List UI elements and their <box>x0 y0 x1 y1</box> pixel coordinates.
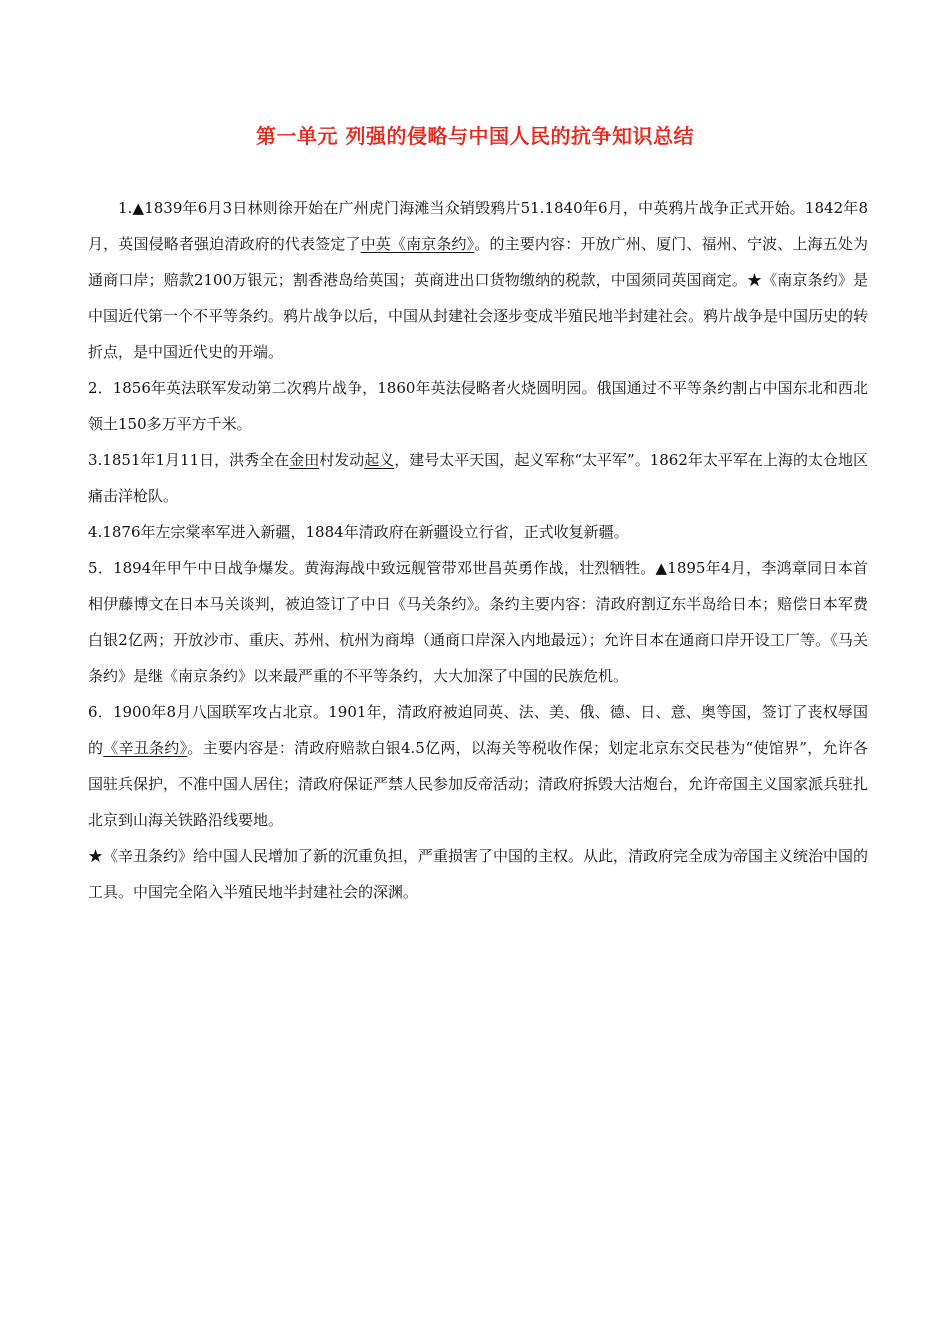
paragraph-p7 <box>88 838 868 910</box>
paragraph-p2 <box>88 370 868 442</box>
paragraph-text: 1.▲1839年6月3日林则徐开始在广州虎门海滩当众销毁鸦片51.1840年6月，中英鸦片战争正式开始。1842年8月，英国侵略者强迫清政府的代表签定了 <box>88 199 868 253</box>
underlined-term: 金田 <box>289 451 320 469</box>
paragraph-text: 6．1900年8月八国联军攻占北京。1901年，清政府被迫同英、法、美、俄、德、日、意、奥等国，签订了丧权辱国的 <box>88 703 868 757</box>
paragraph-p5 <box>88 550 868 694</box>
document-body <box>88 190 868 910</box>
paragraph-p3 <box>88 442 868 514</box>
underlined-term: 起义 <box>364 451 395 469</box>
paragraph-text: 村发动 <box>319 451 365 469</box>
page-title: 第一单元 列强的侵略与中国人民的抗争知识总结 <box>256 124 694 148</box>
paragraph-text: 3.1851年1月11日，洪秀全在 <box>88 451 290 469</box>
paragraph-text: 2．1856年英法联军发动第二次鸦片战争，1860年英法侵略者火烧圆明园。俄国通过不平等条约割占中国东北和西北领土150多万平方千米。 <box>88 379 868 433</box>
paragraph-p1 <box>88 190 868 370</box>
paragraph-text: 5．1894年甲午中日战争爆发。黄海海战中致远舰管带邓世昌英勇作战，壮烈牺牲。▲1895年4月，李鸿章同日本首相伊藤博文在日本马关谈判，被迫签订了中日《马关条约》。条约主要内容：清政府割辽东半岛给日本；赔偿日本军费白银2亿两；开放沙市、重庆、苏州、杭州为商埠（通商口岸深入内地最远）；允许日本在通商口岸开设工厂等。《马关条约》是继《南京条约》以来最严重的不平等条约，大大加深了中国的民族危机。 <box>88 559 868 685</box>
paragraph-text: 。主要内容是：清政府赔款白银4.5亿两，以海关等税收作保；划定北京东交民巷为“使馆界”，允许各国驻兵保护，不准中国人居住；清政府保证严禁人民参加反帝活动；清政府拆毁大沽炮台，允许帝国主义国家派兵驻扎北京到山海关铁路沿线要地。 <box>88 739 869 829</box>
paragraph-text: ★《辛丑条约》给中国人民增加了新的沉重负担，严重损害了中国的主权。从此，清政府完全成为帝国主义统治中国的工具。中国完全陷入半殖民地半封建社会的深渊。 <box>88 847 869 901</box>
paragraph-p4 <box>88 514 868 550</box>
underlined-term: 《辛丑条约》 <box>103 739 188 757</box>
paragraph-p6 <box>88 694 868 838</box>
underlined-term: 中英《南京条约》 <box>360 235 475 253</box>
paragraph-text: 。的主要内容：开放广州、厦门、福州、宁波、上海五处为通商口岸；赔款2100万银元；割香港岛给英国；英商进出口货物缴纳的税款，中国须同英国商定。★《南京条约》是中国近代第一个不平等条约。鸦片战争以后，中国从封建社会逐步变成半殖民地半封建社会。鸦片战争是中国历史的转折点，是中国近代史的开端。 <box>88 235 869 361</box>
paragraph-text: 4.1876年左宗棠率军进入新疆，1884年清政府在新疆设立行省，正式收复新疆。 <box>88 523 629 541</box>
paragraph-text: ，建号太平天国，起义军称“太平军”。1862年太平军在上海的太仓地区痛击洋枪队。 <box>88 451 868 505</box>
